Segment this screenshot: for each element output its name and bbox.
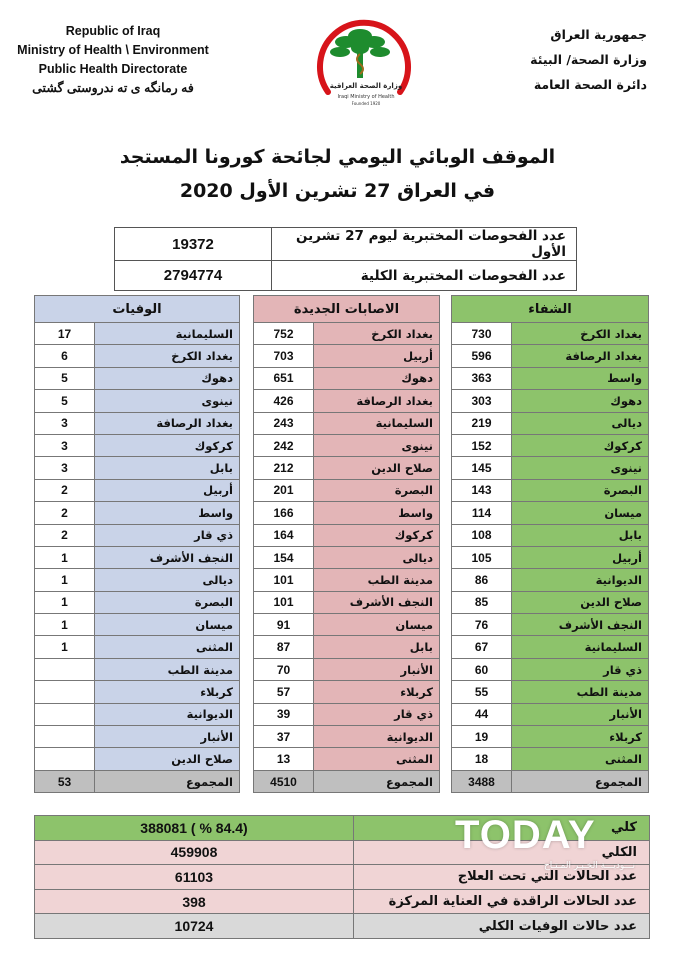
recovered-count: 145: [452, 457, 512, 479]
new-cases-row: [254, 457, 440, 479]
recovered-row: [452, 390, 649, 412]
recovered-count: 55: [452, 681, 512, 703]
recovered-row: [452, 748, 649, 770]
recovered-table: [451, 295, 649, 793]
deaths-governorate: دهوك: [95, 367, 240, 389]
deaths-governorate: ديالى: [95, 569, 240, 591]
logo-founded-text: Founded 1920: [351, 101, 381, 106]
new-cases-row: [254, 345, 440, 367]
recovered-row: [452, 636, 649, 658]
recovered-governorate: بابل: [512, 524, 649, 546]
summary-label: عدد حالات الوفيات الكلي: [354, 914, 650, 939]
page-title: الموقف الوبائي اليومي لجائحة كورونا المستجد: [119, 146, 556, 168]
recovered-governorate: المثنى: [512, 748, 649, 770]
deaths-governorate: بابل: [95, 457, 240, 479]
header-kurdish-line: فه رمانگه ی ته ندروستی گشتی: [32, 81, 194, 95]
deaths-governorate: الأنبار: [95, 726, 240, 748]
recovered-governorate: بغداد الكرخ: [512, 323, 649, 345]
new-cases-governorate: الديوانية: [314, 726, 440, 748]
new-cases-row: [254, 546, 440, 568]
deaths-count: 1: [35, 546, 95, 568]
new-cases-governorate: كربلاء: [314, 681, 440, 703]
new-cases-count: 426: [254, 390, 314, 412]
recovered-row: [452, 412, 649, 434]
deaths-row: [35, 524, 240, 546]
recovered-row: [452, 546, 649, 568]
deaths-count: 2: [35, 502, 95, 524]
new-cases-count: 101: [254, 591, 314, 613]
recovered-header-row: [452, 296, 649, 323]
summary-row: [35, 889, 650, 914]
recovered-total-value: 3488: [452, 770, 512, 792]
deaths-count: 17: [35, 323, 95, 345]
recovered-governorate: ميسان: [512, 502, 649, 524]
new-cases-count: 57: [254, 681, 314, 703]
deaths-header-row: [35, 296, 240, 323]
new-cases-row: [254, 524, 440, 546]
new-cases-governorate: ديالى: [314, 546, 440, 568]
total-tests-value: 2794774: [115, 261, 272, 291]
new-cases-governorate: بغداد الكرخ: [314, 323, 440, 345]
new-cases-governorate: البصرة: [314, 479, 440, 501]
deaths-governorate: بغداد الكرخ: [95, 345, 240, 367]
new-cases-governorate: واسط: [314, 502, 440, 524]
header-arabic-line-3: دائرة الصحة العامة: [533, 77, 647, 92]
lab-tests-table: [114, 227, 577, 291]
recovered-governorate: دهوك: [512, 390, 649, 412]
recovered-row: [452, 614, 649, 636]
recovered-row: [452, 524, 649, 546]
summary-label: الكلي: [354, 840, 650, 865]
new-cases-row: [254, 636, 440, 658]
new-cases-table: [253, 295, 440, 793]
deaths-governorate: أربيل: [95, 479, 240, 501]
new-cases-row: [254, 569, 440, 591]
recovered-count: 67: [452, 636, 512, 658]
new-cases-count: 37: [254, 726, 314, 748]
new-cases-count: 243: [254, 412, 314, 434]
new-cases-row: [254, 434, 440, 456]
deaths-row: [35, 636, 240, 658]
new-cases-count: 651: [254, 367, 314, 389]
today-watermark: [455, 813, 635, 879]
header-arabic: [507, 22, 647, 97]
deaths-count: [35, 748, 95, 770]
deaths-row: [35, 367, 240, 389]
deaths-governorate: كربلاء: [95, 681, 240, 703]
deaths-governorate: نينوى: [95, 390, 240, 412]
deaths-governorate: كركوك: [95, 434, 240, 456]
recovered-row: [452, 681, 649, 703]
new-cases-total-value: 4510: [254, 770, 314, 792]
deaths-row: [35, 658, 240, 680]
recovered-row: [452, 367, 649, 389]
deaths-governorate: صلاح الدين: [95, 748, 240, 770]
new-cases-governorate: النجف الأشرف: [314, 591, 440, 613]
recovered-governorate: البصرة: [512, 479, 649, 501]
recovered-header: الشفاء: [452, 296, 649, 323]
deaths-row: [35, 390, 240, 412]
new-cases-count: 101: [254, 569, 314, 591]
new-cases-count: 201: [254, 479, 314, 501]
new-cases-governorate: كركوك: [314, 524, 440, 546]
recovered-row: [452, 569, 649, 591]
recovered-governorate: ذي قار: [512, 658, 649, 680]
deaths-count: [35, 681, 95, 703]
summary-value: 459908: [35, 840, 354, 865]
daily-tests-label: عدد الفحوصات المختبرية ليوم 27 تشرين الأول: [272, 228, 577, 261]
new-cases-row: [254, 658, 440, 680]
recovered-row: [452, 434, 649, 456]
deaths-row: [35, 681, 240, 703]
recovered-governorate: أربيل: [512, 546, 649, 568]
new-cases-header: الاصابات الجديدة: [254, 296, 440, 323]
recovered-governorate: ديالى: [512, 412, 649, 434]
new-cases-count: 91: [254, 614, 314, 636]
deaths-count: 3: [35, 457, 95, 479]
deaths-total-row: [35, 770, 240, 792]
new-cases-governorate: أربيل: [314, 345, 440, 367]
deaths-governorate: مدينة الطب: [95, 658, 240, 680]
deaths-governorate: البصرة: [95, 591, 240, 613]
recovered-row: [452, 591, 649, 613]
new-cases-count: 752: [254, 323, 314, 345]
deaths-count: 3: [35, 434, 95, 456]
recovered-count: 18: [452, 748, 512, 770]
new-cases-row: [254, 323, 440, 345]
recovered-total-row: [452, 770, 649, 792]
new-cases-governorate: ميسان: [314, 614, 440, 636]
recovered-row: [452, 345, 649, 367]
recovered-count: 105: [452, 546, 512, 568]
new-cases-row: [254, 367, 440, 389]
summary-row: [35, 914, 650, 939]
deaths-count: 5: [35, 390, 95, 412]
recovered-count: 60: [452, 658, 512, 680]
total-tests-label: عدد الفحوصات المختبرية الكلية: [272, 261, 577, 291]
watermark-brand: TODAY: [455, 813, 596, 857]
watermark-subtitle: نـــوديـــة الخـبـر المـتـاح: [543, 861, 635, 871]
deaths-row: [35, 502, 240, 524]
deaths-governorate: بغداد الرصافة: [95, 412, 240, 434]
deaths-row: [35, 569, 240, 591]
daily-tests-row: [115, 228, 577, 261]
deaths-row: [35, 479, 240, 501]
new-cases-row: [254, 703, 440, 725]
deaths-row: [35, 591, 240, 613]
recovered-count: 86: [452, 569, 512, 591]
new-cases-row: [254, 726, 440, 748]
recovered-row: [452, 323, 649, 345]
recovered-governorate: الديوانية: [512, 569, 649, 591]
deaths-count: [35, 658, 95, 680]
recovered-row: [452, 703, 649, 725]
new-cases-count: 13: [254, 748, 314, 770]
summary-label: عدد الحالات الراقدة في العناية المركزة: [354, 889, 650, 914]
deaths-total-label: المجموع: [95, 770, 240, 792]
recovered-count: 76: [452, 614, 512, 636]
new-cases-count: 703: [254, 345, 314, 367]
summary-label: كلي: [354, 816, 650, 841]
new-cases-total-label: المجموع: [314, 770, 440, 792]
recovered-count: 730: [452, 323, 512, 345]
recovered-count: 596: [452, 345, 512, 367]
recovered-count: 303: [452, 390, 512, 412]
deaths-row: [35, 726, 240, 748]
new-cases-row: [254, 502, 440, 524]
new-cases-count: 166: [254, 502, 314, 524]
recovered-count: 19: [452, 726, 512, 748]
new-cases-header-row: [254, 296, 440, 323]
new-cases-governorate: السليمانية: [314, 412, 440, 434]
new-cases-governorate: دهوك: [314, 367, 440, 389]
new-cases-governorate: المثنى: [314, 748, 440, 770]
deaths-governorate: ميسان: [95, 614, 240, 636]
deaths-governorate: الديوانية: [95, 703, 240, 725]
recovered-total-label: المجموع: [512, 770, 649, 792]
new-cases-governorate: صلاح الدين: [314, 457, 440, 479]
recovered-governorate: الأنبار: [512, 703, 649, 725]
new-cases-total-row: [254, 770, 440, 792]
ministry-logo-icon: [300, 8, 420, 118]
header-arabic-line-1: جمهورية العراق: [550, 27, 647, 42]
recovered-count: 114: [452, 502, 512, 524]
deaths-count: [35, 703, 95, 725]
recovered-count: 152: [452, 434, 512, 456]
summary-value: 61103: [35, 865, 354, 890]
deaths-row: [35, 748, 240, 770]
deaths-count: 5: [35, 367, 95, 389]
recovered-governorate: السليمانية: [512, 636, 649, 658]
summary-value: 398: [35, 889, 354, 914]
recovered-governorate: صلاح الدين: [512, 591, 649, 613]
recovered-count: 363: [452, 367, 512, 389]
recovered-count: 108: [452, 524, 512, 546]
summary-value: 10724: [35, 914, 354, 939]
summary-label: عدد الحالات التي تحت العلاج: [354, 865, 650, 890]
page-subtitle: في العراق 27 تشرين الأول 2020: [179, 180, 496, 202]
summary-value: (84.4 % ) 388081: [35, 816, 354, 841]
deaths-governorate: النجف الأشرف: [95, 546, 240, 568]
new-cases-count: 164: [254, 524, 314, 546]
deaths-row: [35, 345, 240, 367]
new-cases-governorate: بابل: [314, 636, 440, 658]
new-cases-row: [254, 390, 440, 412]
deaths-count: 2: [35, 524, 95, 546]
new-cases-count: 154: [254, 546, 314, 568]
new-cases-governorate: مدينة الطب: [314, 569, 440, 591]
deaths-row: [35, 323, 240, 345]
deaths-governorate: واسط: [95, 502, 240, 524]
new-cases-count: 87: [254, 636, 314, 658]
new-cases-count: 39: [254, 703, 314, 725]
deaths-count: 1: [35, 591, 95, 613]
recovered-governorate: النجف الأشرف: [512, 614, 649, 636]
header-english-line-3: Public Health Directorate: [38, 62, 188, 76]
new-cases-governorate: نينوى: [314, 434, 440, 456]
deaths-row: [35, 703, 240, 725]
recovered-row: [452, 726, 649, 748]
recovered-row: [452, 479, 649, 501]
deaths-count: 1: [35, 614, 95, 636]
new-cases-governorate: بغداد الرصافة: [314, 390, 440, 412]
new-cases-row: [254, 614, 440, 636]
deaths-row: [35, 412, 240, 434]
recovered-governorate: واسط: [512, 367, 649, 389]
header-english: [8, 22, 218, 98]
logo-arabic-text: وزارة الصحة العراقية: [329, 82, 403, 90]
new-cases-governorate: الأنبار: [314, 658, 440, 680]
recovered-row: [452, 658, 649, 680]
deaths-row: [35, 434, 240, 456]
deaths-governorate: السليمانية: [95, 323, 240, 345]
recovered-row: [452, 457, 649, 479]
deaths-count: 3: [35, 412, 95, 434]
deaths-count: 1: [35, 569, 95, 591]
header-english-line-2: Ministry of Health \ Environment: [17, 43, 209, 57]
deaths-governorate: المثنى: [95, 636, 240, 658]
new-cases-row: [254, 479, 440, 501]
deaths-total-value: 53: [35, 770, 95, 792]
deaths-header: الوفيات: [35, 296, 240, 323]
recovered-count: 85: [452, 591, 512, 613]
header-arabic-line-2: وزارة الصحة/ البيئة: [530, 52, 647, 67]
deaths-table: [34, 295, 240, 793]
recovered-count: 143: [452, 479, 512, 501]
deaths-row: [35, 614, 240, 636]
new-cases-count: 70: [254, 658, 314, 680]
new-cases-governorate: ذي قار: [314, 703, 440, 725]
ministry-logo: [300, 8, 420, 118]
deaths-row: [35, 457, 240, 479]
new-cases-row: [254, 412, 440, 434]
logo-english-text: Iraqi Ministry of Health: [337, 94, 395, 100]
new-cases-row: [254, 681, 440, 703]
new-cases-row: [254, 591, 440, 613]
recovered-count: 44: [452, 703, 512, 725]
recovered-row: [452, 502, 649, 524]
recovered-governorate: كركوك: [512, 434, 649, 456]
daily-tests-value: 19372: [115, 228, 272, 261]
new-cases-count: 212: [254, 457, 314, 479]
deaths-count: 6: [35, 345, 95, 367]
recovered-count: 219: [452, 412, 512, 434]
deaths-row: [35, 546, 240, 568]
total-tests-row: [115, 261, 577, 291]
new-cases-row: [254, 748, 440, 770]
deaths-count: 2: [35, 479, 95, 501]
deaths-governorate: ذي قار: [95, 524, 240, 546]
new-cases-count: 242: [254, 434, 314, 456]
recovered-governorate: مدينة الطب: [512, 681, 649, 703]
header-english-line-1: Republic of Iraq: [65, 24, 161, 38]
deaths-count: 1: [35, 636, 95, 658]
deaths-count: [35, 726, 95, 748]
recovered-governorate: نينوى: [512, 457, 649, 479]
recovered-governorate: بغداد الرصافة: [512, 345, 649, 367]
recovered-governorate: كربلاء: [512, 726, 649, 748]
